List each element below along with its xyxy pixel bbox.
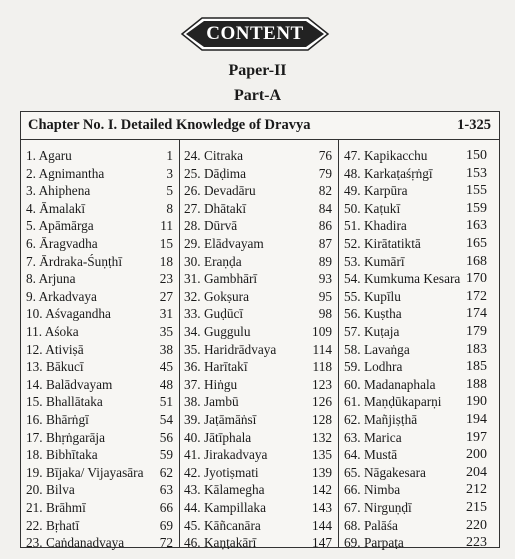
list-item bbox=[339, 428, 499, 447]
entry-page: 144 bbox=[312, 517, 332, 533]
entry-page: 31 bbox=[159, 306, 173, 322]
list-item bbox=[21, 164, 179, 183]
list-item bbox=[339, 340, 499, 359]
entry-name: 38. Jambū bbox=[184, 394, 239, 410]
list-item bbox=[339, 287, 499, 306]
list-item bbox=[339, 234, 499, 253]
entry-page: 11 bbox=[160, 218, 173, 234]
list-item bbox=[339, 516, 499, 535]
contents-table bbox=[20, 111, 500, 551]
list-item bbox=[21, 463, 179, 482]
content-banner bbox=[180, 16, 330, 52]
entry-page: 185 bbox=[466, 359, 487, 375]
entry-name: 25. Dāḍima bbox=[184, 165, 247, 181]
list-item bbox=[180, 516, 338, 535]
entry-name: 1. Agaru bbox=[26, 148, 72, 163]
entry-name: 47. Kapikacchu bbox=[344, 148, 428, 163]
list-item bbox=[339, 164, 499, 183]
list-item bbox=[339, 252, 499, 271]
entry-page: 159 bbox=[466, 200, 487, 216]
list-item bbox=[21, 533, 179, 552]
list-item bbox=[180, 234, 338, 253]
entry-name: 13. Bākucī bbox=[26, 359, 84, 375]
list-item bbox=[180, 322, 338, 341]
entry-page: 54 bbox=[159, 412, 173, 427]
list-item bbox=[180, 164, 338, 183]
entry-name: 4. Āmalakī bbox=[26, 200, 86, 216]
list-item bbox=[180, 410, 338, 429]
part-heading: Part-A bbox=[233, 87, 282, 104]
entry-name: 2. Agnimantha bbox=[26, 165, 105, 181]
entry-page: 215 bbox=[466, 500, 487, 515]
entry-page: 183 bbox=[466, 341, 487, 357]
column-1 bbox=[21, 140, 180, 551]
entry-name: 6. Āragvadha bbox=[26, 236, 98, 251]
entry-name: 49. Karpūra bbox=[344, 183, 408, 199]
entry-name: 39. Jaṭāmāṅsī bbox=[184, 412, 257, 427]
entry-name: 62. Mañjiṣṭhā bbox=[344, 412, 418, 427]
entry-page: 139 bbox=[312, 464, 332, 480]
entry-name: 14. Balādvayam bbox=[26, 376, 113, 392]
entry-name: 43. Kālamegha bbox=[184, 482, 265, 498]
entry-page: 59 bbox=[159, 447, 173, 463]
list-item bbox=[21, 252, 179, 271]
entry-name: 11. Aśoka bbox=[26, 324, 79, 339]
list-item bbox=[180, 392, 338, 411]
entry-name: 63. Marica bbox=[344, 429, 402, 445]
entry-name: 7. Ārdraka-Śuṇṭhī bbox=[26, 253, 123, 269]
entry-name: 64. Mustā bbox=[344, 447, 398, 463]
entry-page: 38 bbox=[159, 341, 173, 357]
entry-name: 9. Arkadvaya bbox=[26, 288, 97, 304]
list-item bbox=[21, 304, 179, 323]
entry-name: 45. Kāñcanāra bbox=[184, 517, 261, 533]
entry-name: 17. Bhṛṅgarāja bbox=[26, 429, 106, 445]
entry-page: 1 bbox=[166, 148, 173, 163]
list-item bbox=[339, 216, 499, 235]
list-item bbox=[180, 533, 338, 552]
list-item bbox=[180, 199, 338, 218]
list-item bbox=[21, 216, 179, 235]
entry-name: 33. Guḍūcī bbox=[184, 306, 244, 322]
entry-page: 153 bbox=[466, 165, 487, 181]
list-item bbox=[180, 357, 338, 376]
entry-name: 12. Ativiṣā bbox=[26, 341, 84, 357]
entry-page: 18 bbox=[159, 253, 173, 269]
list-item bbox=[339, 410, 499, 429]
list-item bbox=[180, 216, 338, 235]
list-item bbox=[339, 181, 499, 200]
entry-page: 174 bbox=[466, 306, 487, 322]
entry-page: 76 bbox=[318, 148, 332, 163]
entry-name: 52. Kirātatiktā bbox=[344, 236, 421, 251]
entry-name: 44. Kampillaka bbox=[184, 500, 266, 515]
entry-name: 35. Haridrādvaya bbox=[184, 341, 277, 357]
list-item bbox=[21, 445, 179, 464]
list-item bbox=[180, 445, 338, 464]
list-item bbox=[339, 480, 499, 499]
entry-name: 42. Jyotiṣmati bbox=[184, 464, 259, 480]
list-item bbox=[21, 322, 179, 341]
entry-name: 32. Gokṣura bbox=[184, 288, 249, 304]
entry-page: 23 bbox=[159, 271, 173, 287]
entry-name: 67. Nirguṇḍī bbox=[344, 500, 412, 515]
list-item bbox=[180, 428, 338, 447]
entry-page: 89 bbox=[318, 253, 332, 269]
column-3 bbox=[339, 140, 499, 551]
entry-name: 18. Bibhītaka bbox=[26, 447, 98, 463]
list-item bbox=[21, 428, 179, 447]
entry-page: 143 bbox=[312, 500, 332, 515]
page-range: 1-325 bbox=[457, 117, 491, 133]
entry-name: 29. Elādvayam bbox=[184, 236, 264, 251]
entry-name: 54. Kumkuma Kesara bbox=[344, 271, 461, 287]
list-item bbox=[339, 463, 499, 482]
entry-page: 126 bbox=[312, 394, 332, 410]
entry-name: 40. Jātīphala bbox=[184, 429, 252, 445]
entry-name: 61. Maṇḍūkaparṇi bbox=[344, 394, 442, 410]
entry-page: 204 bbox=[466, 464, 487, 480]
table-header bbox=[21, 112, 499, 140]
entry-name: 16. Bhārṅgī bbox=[26, 412, 89, 427]
list-item bbox=[180, 463, 338, 482]
entry-name: 60. Madanaphala bbox=[344, 376, 436, 392]
entry-page: 56 bbox=[159, 429, 173, 445]
entry-name: 23. Caṅdanadvaya bbox=[26, 535, 125, 551]
entry-name: 15. Bhallātaka bbox=[26, 394, 103, 410]
entry-page: 51 bbox=[159, 394, 173, 410]
entry-page: 87 bbox=[318, 236, 332, 251]
list-item bbox=[21, 392, 179, 411]
entry-page: 200 bbox=[466, 447, 487, 463]
list-item bbox=[180, 498, 338, 517]
entry-page: 35 bbox=[159, 324, 173, 339]
entry-page: 188 bbox=[466, 376, 487, 392]
list-item bbox=[180, 375, 338, 394]
list-item bbox=[21, 287, 179, 306]
entry-name: 22. Bṛhatī bbox=[26, 517, 80, 533]
entry-name: 20. Bilva bbox=[26, 482, 75, 498]
entry-page: 172 bbox=[466, 288, 487, 304]
entry-name: 66. Nimba bbox=[344, 482, 401, 498]
entry-name: 37. Hiṅgu bbox=[184, 376, 238, 392]
entry-page: 223 bbox=[466, 535, 487, 551]
entry-page: 190 bbox=[466, 394, 487, 410]
entry-page: 95 bbox=[318, 288, 332, 304]
entry-page: 170 bbox=[466, 271, 487, 287]
list-item bbox=[339, 304, 499, 323]
entry-page: 79 bbox=[318, 165, 332, 181]
entry-page: 118 bbox=[312, 359, 332, 375]
list-item bbox=[21, 146, 179, 165]
entry-name: 53. Kumārī bbox=[344, 253, 405, 269]
entry-page: 168 bbox=[466, 253, 487, 269]
entry-page: 66 bbox=[159, 500, 173, 515]
entry-page: 220 bbox=[466, 517, 487, 533]
list-item bbox=[180, 340, 338, 359]
entry-page: 82 bbox=[318, 183, 332, 199]
entry-page: 98 bbox=[318, 306, 332, 322]
list-item bbox=[180, 287, 338, 306]
list-item bbox=[180, 252, 338, 271]
entry-page: 194 bbox=[466, 412, 487, 427]
list-item bbox=[21, 340, 179, 359]
list-item bbox=[21, 480, 179, 499]
entry-page: 123 bbox=[312, 376, 332, 392]
entry-name: 41. Jirakadvaya bbox=[184, 447, 268, 463]
entry-page: 8 bbox=[166, 200, 173, 216]
entry-name: 28. Dūrvā bbox=[184, 218, 238, 234]
list-item bbox=[339, 445, 499, 464]
column-2 bbox=[180, 140, 339, 551]
entry-page: 93 bbox=[318, 271, 332, 287]
entry-page: 69 bbox=[159, 517, 173, 533]
list-item bbox=[339, 357, 499, 376]
entry-name: 31. Gambhārī bbox=[184, 271, 258, 287]
list-item bbox=[21, 410, 179, 429]
list-item bbox=[180, 304, 338, 323]
entry-page: 114 bbox=[312, 341, 332, 357]
entry-name: 57. Kuṭaja bbox=[344, 324, 400, 339]
list-item bbox=[339, 269, 499, 288]
entry-page: 163 bbox=[466, 218, 487, 234]
entry-name: 3. Ahiphena bbox=[26, 183, 91, 199]
entry-page: 72 bbox=[159, 535, 173, 551]
list-item bbox=[339, 199, 499, 218]
entry-page: 155 bbox=[466, 183, 487, 199]
entry-page: 212 bbox=[466, 482, 487, 498]
chapter-title: Chapter No. I. Detailed Knowledge of Dravya bbox=[28, 117, 311, 133]
entry-page: 48 bbox=[159, 376, 173, 392]
entry-name: 24. Citraka bbox=[184, 148, 244, 163]
entry-name: 55. Kupīlu bbox=[344, 288, 401, 304]
list-item bbox=[21, 181, 179, 200]
entry-page: 27 bbox=[159, 288, 173, 304]
banner-title: CONTENT bbox=[206, 23, 304, 44]
list-item bbox=[21, 269, 179, 288]
list-item bbox=[339, 392, 499, 411]
paper-heading: Paper-II bbox=[228, 62, 287, 79]
list-item bbox=[21, 234, 179, 253]
entry-name: 5. Apāmārga bbox=[26, 218, 94, 234]
list-item bbox=[339, 375, 499, 394]
list-item bbox=[21, 516, 179, 535]
entry-name: 27. Dhātakī bbox=[184, 200, 247, 216]
entry-page: 128 bbox=[312, 412, 332, 427]
list-item bbox=[339, 322, 499, 341]
entry-page: 142 bbox=[312, 482, 332, 498]
entry-page: 62 bbox=[159, 464, 173, 480]
entry-name: 48. Karkaṭaśṛṅgī bbox=[344, 165, 433, 181]
entry-name: 30. Eraṇḍa bbox=[184, 253, 242, 269]
list-item bbox=[180, 480, 338, 499]
entry-name: 56. Kuṣtha bbox=[344, 306, 402, 322]
entry-page: 165 bbox=[466, 236, 487, 251]
entry-name: 8. Arjuna bbox=[26, 271, 76, 287]
entry-page: 109 bbox=[312, 324, 332, 339]
entry-name: 58. Lavaṅga bbox=[344, 341, 410, 357]
list-item bbox=[180, 269, 338, 288]
entry-name: 68. Palāśa bbox=[344, 517, 398, 533]
entry-name: 46. Kaṇṭakārī bbox=[184, 535, 257, 551]
entry-page: 3 bbox=[166, 165, 173, 181]
list-item bbox=[21, 357, 179, 376]
entry-name: 59. Lodhra bbox=[344, 359, 403, 375]
entry-page: 147 bbox=[312, 535, 332, 551]
entry-page: 5 bbox=[166, 183, 173, 199]
entry-page: 135 bbox=[312, 447, 332, 463]
entry-page: 150 bbox=[466, 148, 487, 163]
entry-page: 63 bbox=[159, 482, 173, 498]
entry-name: 21. Brāhmī bbox=[26, 500, 86, 515]
entry-name: 69. Parpaṭa bbox=[344, 535, 404, 551]
list-item bbox=[339, 533, 499, 552]
list-item bbox=[21, 375, 179, 394]
entry-page: 84 bbox=[318, 200, 332, 216]
entry-name: 50. Kaṭukī bbox=[344, 200, 401, 216]
entry-name: 65. Nāgakesara bbox=[344, 464, 426, 480]
list-item bbox=[339, 498, 499, 517]
entry-page: 132 bbox=[312, 429, 332, 445]
entry-page: 45 bbox=[159, 359, 173, 375]
entry-name: 36. Harītakī bbox=[184, 359, 248, 375]
entry-name: 19. Bījaka/ Vijayasāra bbox=[26, 464, 144, 480]
entry-name: 51. Khadira bbox=[344, 218, 407, 234]
entry-name: 10. Aśvagandha bbox=[26, 306, 111, 322]
list-item bbox=[339, 146, 499, 165]
entry-name: 34. Guggulu bbox=[184, 324, 251, 339]
entry-name: 26. Devadāru bbox=[184, 183, 256, 199]
list-item bbox=[180, 181, 338, 200]
list-item bbox=[180, 146, 338, 165]
list-item bbox=[21, 498, 179, 517]
list-item bbox=[21, 199, 179, 218]
entry-page: 86 bbox=[318, 218, 332, 234]
entry-page: 197 bbox=[466, 429, 487, 445]
entry-page: 179 bbox=[466, 324, 487, 339]
entry-page: 15 bbox=[159, 236, 173, 251]
